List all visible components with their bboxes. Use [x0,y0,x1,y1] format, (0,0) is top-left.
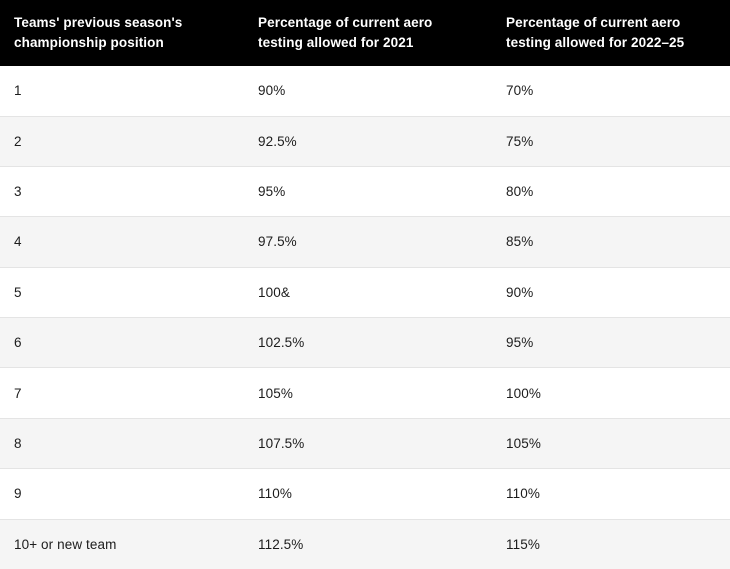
cell-position: 1 [0,66,244,116]
cell-aero-2021: 97.5% [244,217,492,267]
cell-aero-2021: 95% [244,166,492,216]
table-body [0,66,730,569]
cell-aero-2022-25: 110% [492,469,730,519]
cell-position: 4 [0,217,244,267]
cell-aero-2022-25: 75% [492,116,730,166]
cell-position: 10+ or new team [0,519,244,569]
cell-aero-2021: 105% [244,368,492,418]
cell-position: 8 [0,418,244,468]
table-row [0,217,730,267]
cell-aero-2022-25: 105% [492,418,730,468]
cell-aero-2022-25: 90% [492,267,730,317]
cell-aero-2021: 100& [244,267,492,317]
table-row [0,267,730,317]
table-row [0,166,730,216]
column-header-aero-2021: Percentage of current aero testing allowed for 2021 [244,0,492,66]
cell-aero-2021: 92.5% [244,116,492,166]
cell-aero-2021: 90% [244,66,492,116]
table-row [0,418,730,468]
cell-aero-2021: 112.5% [244,519,492,569]
column-header-aero-2022-25: Percentage of current aero testing allowed for 2022–25 [492,0,730,66]
cell-aero-2021: 107.5% [244,418,492,468]
cell-position: 7 [0,368,244,418]
cell-aero-2022-25: 80% [492,166,730,216]
table-header [0,0,730,66]
cell-aero-2021: 102.5% [244,318,492,368]
cell-aero-2022-25: 100% [492,368,730,418]
cell-position: 9 [0,469,244,519]
cell-position: 5 [0,267,244,317]
column-header-position: Teams' previous season's championship position [0,0,244,66]
table-row [0,469,730,519]
table-row [0,519,730,569]
cell-position: 2 [0,116,244,166]
cell-position: 3 [0,166,244,216]
table-row [0,368,730,418]
cell-position: 6 [0,318,244,368]
cell-aero-2022-25: 95% [492,318,730,368]
table-row [0,116,730,166]
table-row [0,318,730,368]
cell-aero-2022-25: 85% [492,217,730,267]
cell-aero-2022-25: 115% [492,519,730,569]
table-row [0,66,730,116]
table-header-row [0,0,730,66]
cell-aero-2022-25: 70% [492,66,730,116]
cell-aero-2021: 110% [244,469,492,519]
